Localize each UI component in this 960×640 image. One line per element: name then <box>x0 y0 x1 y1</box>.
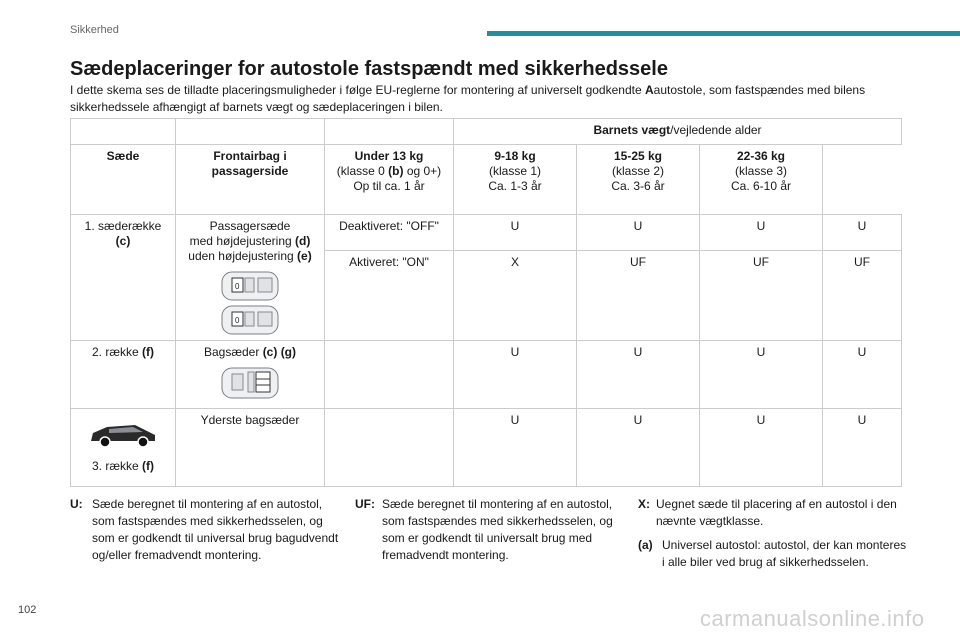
row2-label-text: 2. række <box>91 345 142 359</box>
row3-value: U <box>577 409 700 487</box>
row1-deactivated-label: Deaktiveret: "OFF" <box>325 215 454 251</box>
class-text-end: og 0+) <box>403 164 442 178</box>
empty-header-cell <box>325 119 454 145</box>
weight-value: 15-25 kg <box>613 149 663 163</box>
intro-text: I dette skema ses de tilladte placeringsmuligheder i følge EU-reglerne for montering af universelt godkendte <box>70 83 645 97</box>
row1-label-text: 1. sæderække <box>84 219 162 233</box>
intro-paragraph <box>70 82 905 116</box>
header-accent-bar <box>487 31 960 36</box>
row3-airbag-empty <box>325 409 454 487</box>
age-text: Op til ca. 1 år <box>353 179 425 193</box>
class-text: (klasse 3) <box>734 164 787 178</box>
weight-group-header <box>700 145 823 215</box>
legend-x-text: Uegnet sæde til placering af en autostol i den nævnte vægtklasse. <box>656 497 897 528</box>
suv-car-icon <box>87 419 159 451</box>
legend-uf-key: UF: <box>355 497 375 511</box>
class-text: (klasse 1) <box>488 164 541 178</box>
legend-a-key: (a) <box>638 538 653 552</box>
legend-a-text: Universel autostol: autostol, der kan monteres i alle biler ved brug af sikkerhedsselen. <box>662 538 907 569</box>
intro-text-end: autostole, som fastspændes med bilens sikkerhedssele afhængigt af barnets vægt og sædeplaceringen i bilen. <box>70 83 866 114</box>
page-number: 102 <box>18 604 37 616</box>
seat-placement-table <box>70 118 902 487</box>
row1-deactivated-value: U <box>454 215 577 251</box>
row3-seat: Yderste bagsæder <box>176 409 325 487</box>
row1-seat-line3-code: (e) <box>297 249 312 263</box>
row1-activated-value: X <box>454 251 577 341</box>
row2-airbag-empty <box>325 341 454 409</box>
weight-value: Under 13 kg <box>354 149 424 163</box>
row2-value: U <box>700 341 823 409</box>
class-text: (klasse 0 <box>336 164 389 178</box>
row1-activated-value: UF <box>577 251 700 341</box>
airbag-header-line2: passagerside <box>211 164 289 178</box>
row2-seat-text: Bagsæder <box>203 345 263 359</box>
row1-deactivated-value: U <box>577 215 700 251</box>
row2-seat <box>176 341 325 409</box>
row1-seat-line1: Passagersæde <box>209 219 291 233</box>
row1-activated-value: UF <box>823 251 902 341</box>
row1-label <box>71 215 176 341</box>
row2-value: U <box>454 341 577 409</box>
weight-group-header <box>325 145 454 215</box>
row3-value: U <box>700 409 823 487</box>
legend-x-key: X: <box>638 497 650 511</box>
row3-label-code: (f) <box>142 459 154 473</box>
weight-header-rest: /vejledende alder <box>670 123 762 137</box>
legend-u-text: Sæde beregnet til montering af en autostol, som fastspændes med sikkerhedsselen, og som er godkendt til universal brug bagudvendt og/eller fremadvendt montering. <box>92 497 339 562</box>
weight-group-header <box>454 145 577 215</box>
class-text: (klasse 2) <box>611 164 664 178</box>
svg-text:0: 0 <box>235 282 240 291</box>
age-text: Ca. 1-3 år <box>488 179 542 193</box>
row1-deactivated-value: U <box>700 215 823 251</box>
weight-header <box>454 119 902 145</box>
weight-group-header <box>577 145 700 215</box>
row1-seat-line2: med højdejustering <box>189 234 296 248</box>
row1-seat-line3: uden højdejustering <box>188 249 298 263</box>
airbag-column-header <box>176 145 325 215</box>
seat-column-header: Sæde <box>71 145 176 215</box>
rear-seat-car-icon <box>218 366 282 400</box>
legend-uf-text: Sæde beregnet til montering af en autostol, som fastspændes med sikkerhedsselen, og som er godkendt til universalt brug med fremadvendt montering. <box>382 497 613 562</box>
section-header: Sikkerhed <box>70 24 119 36</box>
age-text: Ca. 3-6 år <box>611 179 665 193</box>
page-title: Sædeplaceringer for autostole fastspændt med sikkerhedssele <box>70 58 668 80</box>
row2-seat-code: (c) (g) <box>262 345 297 359</box>
row1-seat-line2-code: (d) <box>295 234 311 248</box>
row1-deactivated-value: U <box>823 215 902 251</box>
front-seat-car-icon <box>218 270 282 336</box>
row2-value: U <box>823 341 902 409</box>
legend-a <box>638 537 910 571</box>
age-text: Ca. 6-10 år <box>730 179 792 193</box>
row3-label-text: 3. række <box>91 459 142 473</box>
intro-bold: A <box>644 83 654 97</box>
weight-header-bold: Barnets vægt <box>593 123 671 137</box>
row3-value: U <box>823 409 902 487</box>
airbag-header-line1: Frontairbag i <box>213 149 287 163</box>
empty-header-cell <box>176 119 325 145</box>
empty-header-cell <box>71 119 176 145</box>
row2-label <box>71 341 176 409</box>
row2-label-code: (f) <box>142 345 154 359</box>
legend-u <box>70 496 340 564</box>
legend-u-key: U: <box>70 497 83 511</box>
row1-seat <box>176 215 325 341</box>
legend-uf <box>355 496 625 564</box>
row3-label <box>71 409 176 487</box>
row1-label-code: (c) <box>115 234 131 248</box>
weight-value: 9-18 kg <box>494 149 536 163</box>
row2-value: U <box>577 341 700 409</box>
row3-value: U <box>454 409 577 487</box>
legend-x <box>638 496 910 530</box>
watermark: carmanualsonline.info <box>700 606 925 631</box>
row1-activated-value: UF <box>700 251 823 341</box>
row1-activated-label: Aktiveret: "ON" <box>325 251 454 341</box>
class-code: (b) <box>388 164 404 178</box>
weight-value: 22-36 kg <box>736 149 786 163</box>
svg-text:0: 0 <box>235 316 240 325</box>
